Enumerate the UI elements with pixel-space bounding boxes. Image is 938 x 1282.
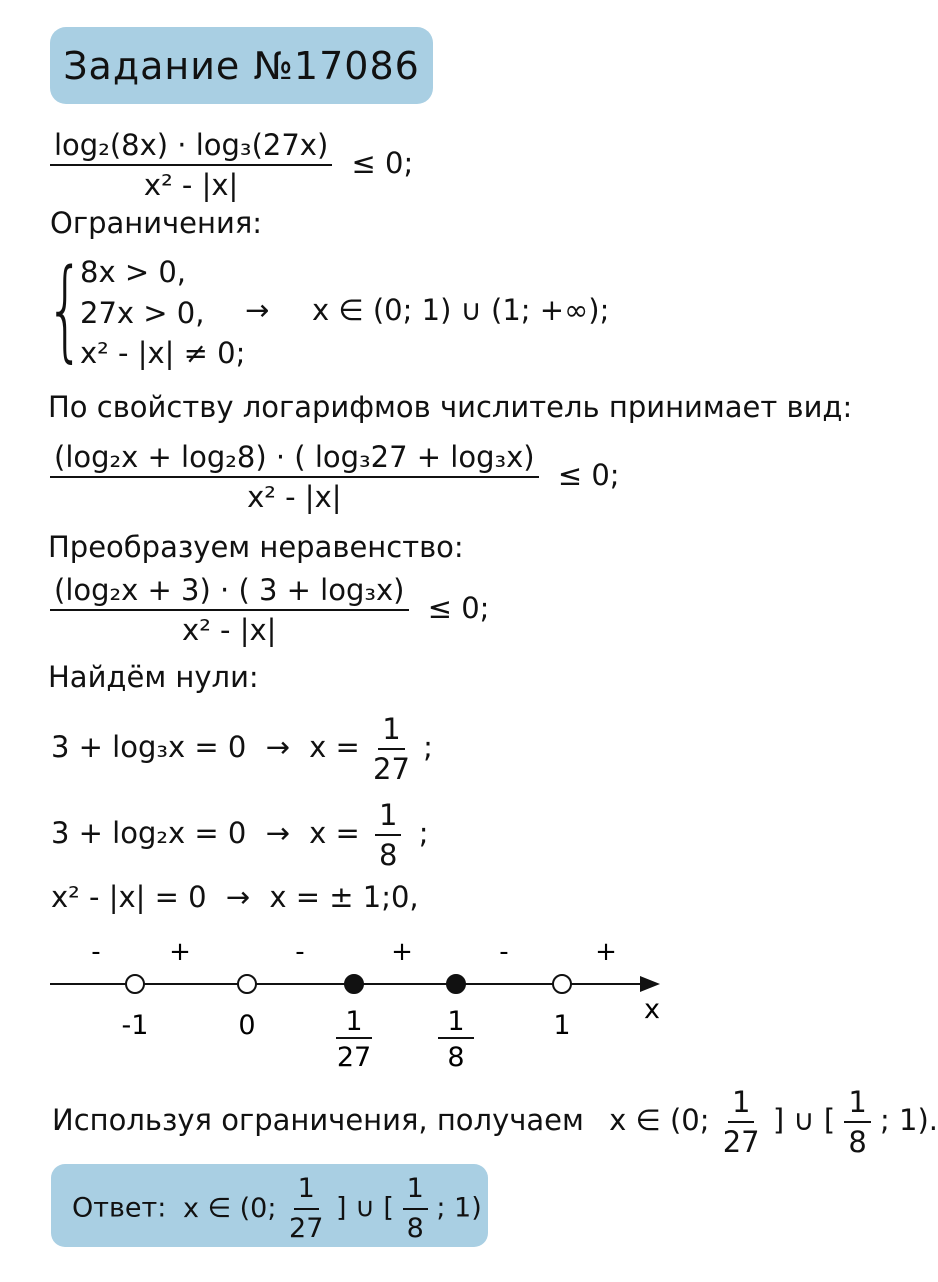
answer-f1-num: 1 bbox=[294, 1172, 319, 1210]
interval-sign: + bbox=[391, 937, 413, 967]
inequality-2-denominator: x² - |x| bbox=[247, 480, 342, 514]
point-label-denominator: 27 bbox=[336, 1042, 372, 1073]
zero-1-num: 1 bbox=[378, 712, 404, 750]
filled-point bbox=[447, 975, 465, 993]
answer-label: Ответ: bbox=[72, 1192, 167, 1224]
zero-3-arrow: → bbox=[225, 880, 251, 914]
inequality-3 bbox=[50, 573, 489, 647]
zero-1-left: 3 + log₃x = 0 bbox=[51, 730, 247, 764]
zero-2-fraction bbox=[375, 798, 401, 872]
inequality-1-tail: ≤ 0; bbox=[351, 146, 414, 180]
conclusion-f1-num: 1 bbox=[728, 1085, 754, 1123]
conclusion-fraction-2 bbox=[844, 1085, 870, 1159]
answer-fraction-2 bbox=[403, 1172, 428, 1246]
inequality-2-fraction bbox=[50, 440, 539, 514]
zero-3 bbox=[51, 880, 419, 914]
point-label: 1 bbox=[553, 1010, 571, 1041]
interval-sign: - bbox=[499, 937, 509, 967]
inequality-1-numerator: log₂(8x) · log₃(27x) bbox=[50, 128, 332, 166]
interval-sign: - bbox=[295, 937, 305, 967]
point-label: -1 bbox=[121, 1010, 149, 1041]
inequality-3-fraction bbox=[50, 573, 409, 647]
interval-sign: - bbox=[91, 937, 101, 967]
open-point bbox=[238, 975, 256, 993]
point-label-denominator: 8 bbox=[447, 1042, 465, 1073]
answer-x-in: x ∈ (0; bbox=[182, 1192, 277, 1224]
task-title-box bbox=[50, 27, 433, 104]
zero-2-x-eq: x = bbox=[309, 816, 360, 850]
system-arrow: → bbox=[245, 293, 270, 327]
inequality-3-denominator: x² - |x| bbox=[182, 613, 277, 647]
system-line-2: 27x > 0, bbox=[80, 296, 205, 330]
inequality-2 bbox=[50, 440, 620, 514]
inequality-2-tail: ≤ 0; bbox=[557, 458, 620, 492]
point-label: 0 bbox=[238, 1010, 256, 1041]
number-line bbox=[0, 930, 700, 1080]
task-title: Задание №17086 bbox=[63, 43, 420, 88]
axis-label: x bbox=[644, 994, 660, 1025]
zero-1-x-eq: x = bbox=[309, 730, 360, 764]
answer-mid: ] ∪ [ bbox=[335, 1192, 394, 1224]
conclusion-mid: ] ∪ [ bbox=[772, 1103, 836, 1137]
filled-point bbox=[345, 975, 363, 993]
system-brace: { bbox=[46, 245, 85, 373]
interval-sign: + bbox=[595, 937, 617, 967]
property-text: По свойству логарифмов числитель принимает вид: bbox=[48, 390, 853, 424]
conclusion-f2-den: 8 bbox=[848, 1125, 867, 1159]
system-line-1: 8x > 0, bbox=[80, 255, 187, 289]
zero-2-num: 1 bbox=[375, 798, 401, 836]
interval-sign: + bbox=[169, 937, 191, 967]
zero-2 bbox=[51, 798, 428, 872]
conclusion-f1-den: 27 bbox=[722, 1125, 760, 1159]
inequality-2-numerator: (log₂x + log₂8) · ( log₃27 + log₃x) bbox=[50, 440, 539, 478]
answer-fraction-1 bbox=[285, 1172, 327, 1246]
system-result: x ∈ (0; 1) ∪ (1; +∞); bbox=[312, 293, 610, 327]
inequality-3-tail: ≤ 0; bbox=[427, 591, 490, 625]
answer-f1-den: 27 bbox=[289, 1213, 324, 1244]
conclusion-end: ; 1). bbox=[880, 1103, 938, 1137]
open-point bbox=[553, 975, 571, 993]
conclusion-f2-num: 1 bbox=[844, 1085, 870, 1123]
transform-text: Преобразуем неравенство: bbox=[48, 530, 464, 564]
zeros-text: Найдём нули: bbox=[48, 660, 259, 694]
zero-2-tail: ; bbox=[418, 816, 429, 850]
restrictions-label: Ограничения: bbox=[50, 206, 263, 240]
number-line-arrowhead bbox=[640, 976, 660, 992]
zero-2-left: 3 + log₂x = 0 bbox=[51, 816, 247, 850]
zero-2-arrow: → bbox=[265, 816, 290, 850]
answer-end: ; 1) bbox=[436, 1192, 482, 1224]
inequality-1-fraction bbox=[50, 128, 332, 202]
zero-1 bbox=[51, 712, 433, 786]
zero-1-fraction bbox=[369, 712, 414, 786]
answer-f2-num: 1 bbox=[403, 1172, 428, 1210]
conclusion-text: Используя ограничения, получаем bbox=[52, 1103, 584, 1137]
zero-1-tail: ; bbox=[423, 730, 433, 764]
answer-f2-den: 8 bbox=[406, 1213, 424, 1244]
point-label-numerator: 1 bbox=[345, 1006, 363, 1037]
inequality-3-numerator: (log₂x + 3) · ( 3 + log₃x) bbox=[50, 573, 409, 611]
zero-1-den: 27 bbox=[373, 752, 410, 786]
zero-2-den: 8 bbox=[379, 838, 398, 872]
conclusion-fraction-1 bbox=[719, 1085, 764, 1159]
zero-3-left: x² - |x| = 0 bbox=[51, 880, 207, 914]
zero-3-result: x = ± 1;0, bbox=[269, 880, 419, 914]
zero-1-arrow: → bbox=[265, 730, 290, 764]
conclusion bbox=[52, 1085, 938, 1159]
system-line-3: x² - |x| ≠ 0; bbox=[80, 336, 246, 370]
point-label-numerator: 1 bbox=[447, 1006, 465, 1037]
inequality-1 bbox=[50, 128, 413, 202]
inequality-1-denominator: x² - |x| bbox=[143, 168, 239, 202]
answer bbox=[72, 1172, 482, 1246]
open-point bbox=[126, 975, 144, 993]
conclusion-x-in: x ∈ (0; bbox=[609, 1103, 710, 1137]
